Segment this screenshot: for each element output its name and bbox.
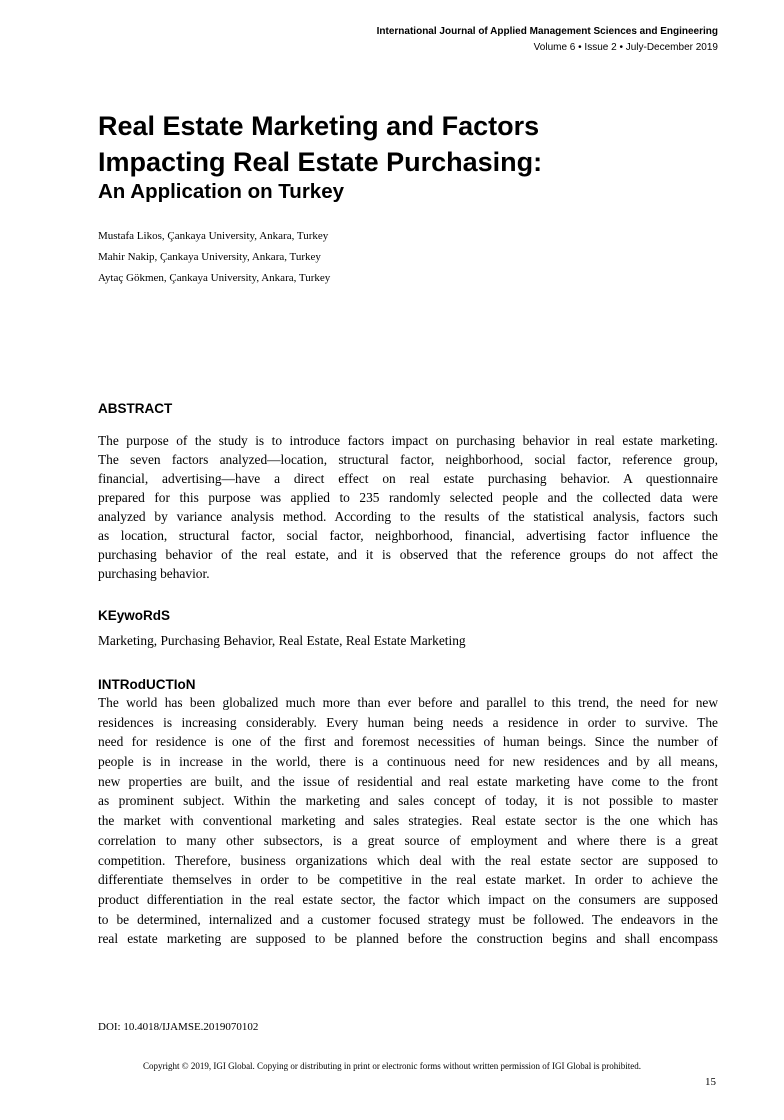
copyright-notice: Copyright © 2019, IGI Global. Copying or distributing in print or electronic forms without written permission of IGI Global is prohibited. (142, 1061, 642, 1071)
abstract-body (98, 431, 718, 583)
keywords-body (98, 631, 718, 650)
keywords-heading: KEywoRdS (98, 608, 171, 623)
introduction-body (98, 693, 718, 949)
text-line: financial, advertising—have a direct effect on real estate purchasing behavior. A questionnaire (98, 471, 718, 486)
text-line: new properties are built, and the issue of residential and real estate marketing have come to the front (98, 773, 718, 789)
text-line: competition. Therefore, business organizations which deal with the real estate sector are supposed to (98, 852, 718, 868)
keywords-text: Marketing, Purchasing Behavior, Real Estate, Real Estate Marketing (98, 633, 466, 648)
abstract-heading: ABSTRACT (98, 401, 173, 416)
author: Mustafa Likos, Çankaya University, Ankara, Turkey (98, 230, 329, 242)
text-line: to be determined, internalized and a customer focused strategy must be followed. The endeavors in the (98, 911, 718, 927)
paper-subtitle: An Application on Turkey (98, 180, 345, 203)
text-line: need for residence is one of the first and foremost necessities of human beings. Since the number of (98, 734, 718, 750)
text-line: as location, structural factor, social factor, neighborhood, financial, advertising factor influence the (98, 528, 718, 543)
author: Mahir Nakip, Çankaya University, Ankara, Turkey (98, 251, 321, 263)
title-line: Impacting Real Estate Purchasing: (98, 147, 543, 177)
text-line: people is in increase in the world, there is a continuous need for new residences and by all means, (98, 754, 718, 770)
journal-issue: Volume 6 • Issue 2 • July-December 2019 (533, 42, 718, 53)
text-line: real estate marketing are supposed to be planned before the construction begins and shall encompass (98, 931, 718, 947)
text-line: correlation to many other subsectors, is a great source of employment and where there is a great (98, 832, 718, 848)
text-line: as prominent subject. Within the marketing and sales concept of today, it is not possible to master (98, 793, 718, 809)
text-line: The purpose of the study is to introduce factors impact on purchasing behavior in real estate marketing. (98, 433, 718, 448)
doi: DOI: 10.4018/IJAMSE.2019070102 (98, 1021, 259, 1033)
text-line: residences is increasing considerably. Every human being needs a residence in order to survive. The (98, 714, 718, 730)
text-line: differentiate themselves in order to be competitive in the real estate market. In order to achieve the (98, 872, 718, 888)
text-line: the market with conventional marketing and sales strategies. Real estate sector is the one which has (98, 813, 718, 829)
author: Aytaç Gökmen, Çankaya University, Ankara, Turkey (98, 272, 331, 284)
text-line: purchasing behavior of the real estate, and it is observed that the reference groups do not affect the (98, 547, 718, 562)
paper-title (98, 108, 542, 180)
author-list (98, 226, 330, 289)
text-line: purchasing behavior. (98, 566, 210, 581)
text-line: The world has been globalized much more than ever before and parallel to this trend, the need for new (98, 695, 718, 710)
page-number: 15 (705, 1076, 716, 1088)
introduction-heading: INTRodUCTIoN (98, 677, 196, 692)
title-line: Real Estate Marketing and Factors (98, 111, 540, 141)
text-line: analyzed by variance analysis method. According to the results of the statistical analysis, factors such (98, 509, 718, 524)
text-line: product differentiation in the real estate sector, the factor which impact on the consumers are supposed (98, 891, 718, 907)
journal-name: International Journal of Applied Management Sciences and Engineering (376, 26, 718, 37)
text-line: prepared for this purpose was applied to 235 randomly selected people and the collected data were (98, 490, 718, 505)
text-line: The seven factors analyzed—location, structural factor, neighborhood, social factor, reference group, (98, 452, 718, 467)
